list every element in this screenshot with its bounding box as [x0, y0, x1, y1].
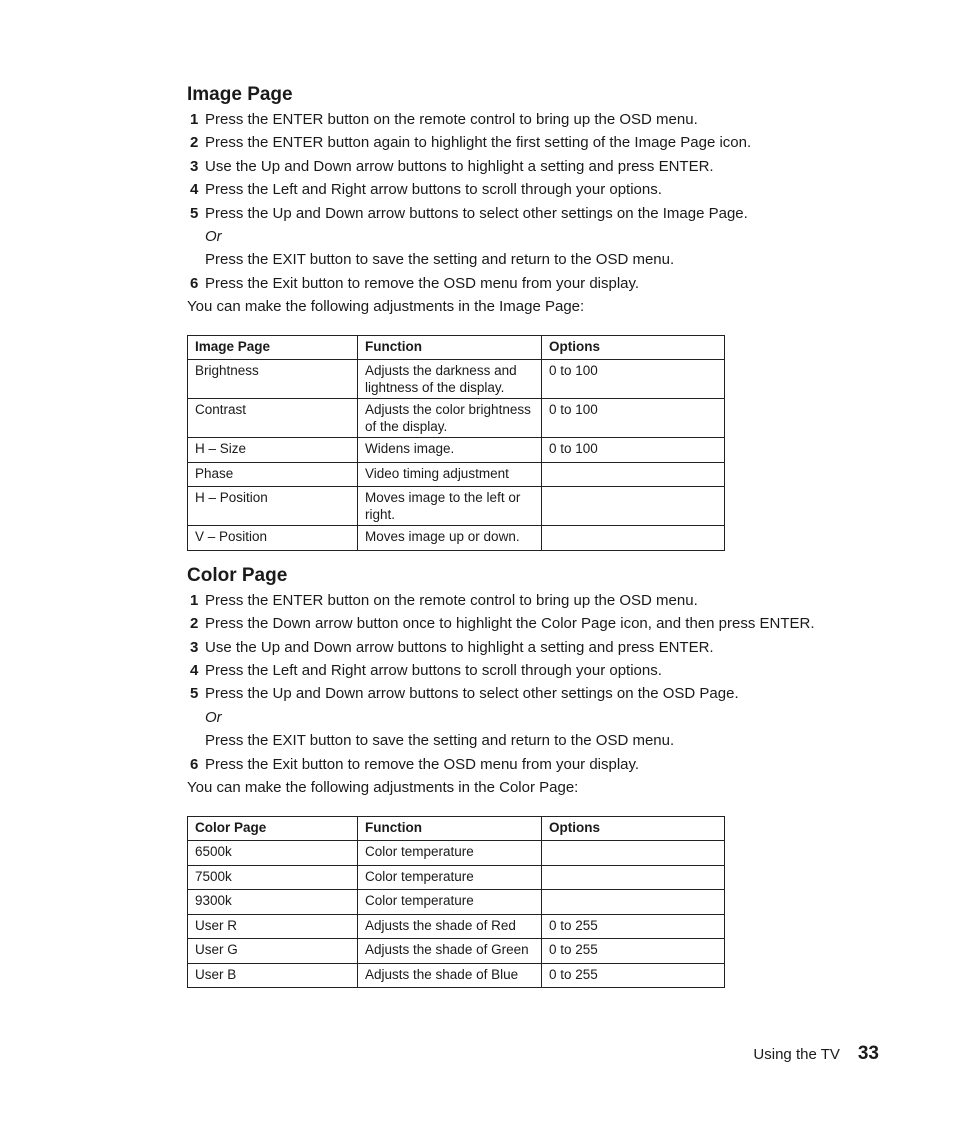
column-header: Color Page	[188, 817, 358, 841]
table-cell: Color temperature	[358, 841, 542, 866]
table-row	[188, 399, 725, 438]
page-number: 33	[857, 1043, 879, 1064]
table-cell: User G	[188, 939, 358, 964]
or-label: Or	[205, 228, 222, 246]
table-cell: Adjusts the shade of Red	[358, 914, 542, 939]
table-row	[188, 914, 725, 939]
step-item: 4 Press the Left and Right arrow buttons to scroll through your options.	[190, 181, 662, 199]
column-header: Options	[542, 336, 725, 360]
table-cell: Contrast	[188, 399, 358, 438]
page-footer	[753, 1043, 879, 1065]
step-item: 6 Press the Exit button to remove the OSD menu from your display.	[190, 274, 640, 292]
step-item: 4 Press the Left and Right arrow buttons to scroll through your options.	[190, 661, 662, 679]
column-header: Image Page	[188, 336, 358, 360]
step-item: 2 Press the ENTER button again to highlight the first setting of the Image Page icon.	[190, 134, 752, 152]
table-cell	[542, 526, 725, 551]
table-row	[188, 438, 725, 463]
table-row	[188, 963, 725, 988]
step-item: 1 Press the ENTER button on the remote control to bring up the OSD menu.	[190, 111, 698, 128]
step-item: 2 Press the Down arrow button once to highlight the Color Page icon, and then press ENTER.	[190, 615, 815, 633]
table-header-row	[188, 336, 725, 360]
image-page-table	[187, 335, 725, 551]
step-item: 3 Use the Up and Down arrow buttons to highlight a setting and press ENTER.	[190, 157, 714, 175]
footer-section-label: Using the TV	[753, 1046, 840, 1063]
step-item: 3 Use the Up and Down arrow buttons to highlight a setting and press ENTER.	[190, 638, 714, 656]
or-label: Or	[205, 708, 222, 726]
table-row	[188, 939, 725, 964]
table-header-row	[188, 817, 725, 841]
step-item: 1 Press the ENTER button on the remote control to bring up the OSD menu.	[190, 591, 698, 609]
table-cell: Moves image to the left or right.	[358, 487, 542, 526]
table-cell: Adjusts the darkness and lightness of the display.	[358, 360, 542, 399]
table-row	[188, 526, 725, 551]
table-cell: 0 to 100	[542, 438, 725, 463]
table-cell: Widens image.	[358, 438, 542, 463]
table-cell: 0 to 100	[542, 399, 725, 438]
image-page-intro: You can make the following adjustments in the Image Page:	[187, 298, 585, 316]
alt-step: Press the EXIT button to save the setting and return to the OSD menu.	[205, 251, 675, 269]
page-content	[187, 82, 847, 988]
image-page-section	[187, 82, 847, 551]
column-header: Function	[358, 336, 542, 360]
alt-step: Press the EXIT button to save the setting and return to the OSD menu.	[205, 732, 675, 750]
color-page-steps	[187, 589, 847, 776]
table-cell	[542, 841, 725, 866]
table-cell: 7500k	[188, 865, 358, 890]
table-cell	[542, 462, 725, 487]
table-cell: H – Position	[188, 487, 358, 526]
table-row	[188, 487, 725, 526]
image-page-heading: Image Page	[187, 84, 293, 105]
step-item: 5 Press the Up and Down arrow buttons to select other settings on the OSD Page. Or Press the EXIT button to save the setting and return to the OSD menu.	[187, 682, 847, 752]
table-cell	[542, 487, 725, 526]
color-page-section	[187, 563, 847, 988]
table-cell: 0 to 255	[542, 963, 725, 988]
table-cell: Color temperature	[358, 865, 542, 890]
table-cell: Video timing adjustment	[358, 462, 542, 487]
table-row	[188, 865, 725, 890]
table-cell: Adjusts the color brightness of the display.	[358, 399, 542, 438]
table-cell	[542, 865, 725, 890]
color-page-heading: Color Page	[187, 564, 288, 586]
table-row	[188, 841, 725, 866]
table-cell: 0 to 255	[542, 939, 725, 964]
table-cell: H – Size	[188, 438, 358, 463]
table-cell: Phase	[188, 462, 358, 487]
table-cell: 6500k	[188, 841, 358, 866]
column-header: Options	[542, 817, 725, 841]
table-cell: Adjusts the shade of Blue	[358, 963, 542, 988]
color-page-table	[187, 816, 725, 988]
table-cell: Adjusts the shade of Green	[358, 939, 542, 964]
table-cell: User B	[188, 963, 358, 988]
step-item: 5 Press the Up and Down arrow buttons to select other settings on the Image Page. Or Press the EXIT button to save the setting and return to the OSD menu.	[187, 202, 847, 272]
table-cell: V – Position	[188, 526, 358, 551]
table-cell: Brightness	[188, 360, 358, 399]
step-item: 6 Press the Exit button to remove the OSD menu from your display.	[190, 755, 640, 773]
table-row	[188, 360, 725, 399]
table-cell: Moves image up or down.	[358, 526, 542, 551]
table-cell	[542, 890, 725, 915]
table-cell: 9300k	[188, 890, 358, 915]
table-cell: 0 to 255	[542, 914, 725, 939]
table-cell: Color temperature	[358, 890, 542, 915]
table-cell: User R	[188, 914, 358, 939]
color-page-intro: You can make the following adjustments in the Color Page:	[187, 779, 579, 796]
image-page-steps	[187, 108, 847, 295]
table-row	[188, 462, 725, 487]
table-cell: 0 to 100	[542, 360, 725, 399]
table-row	[188, 890, 725, 915]
column-header: Function	[358, 817, 542, 841]
